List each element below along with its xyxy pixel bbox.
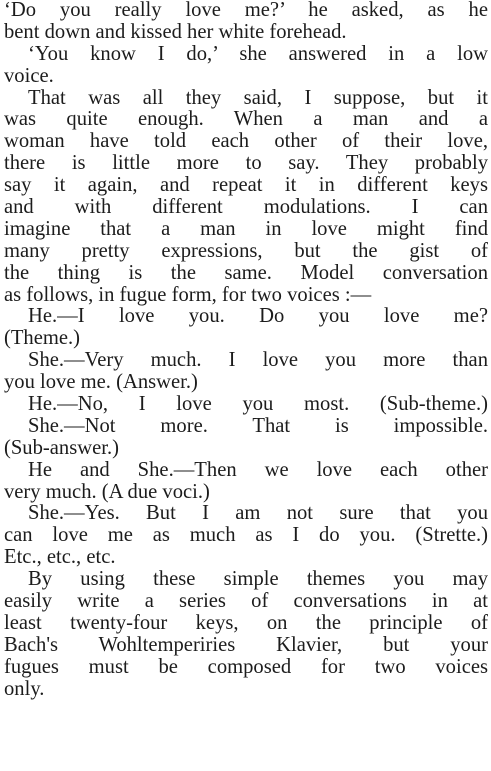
text-line: By using these simple themes you may bbox=[28, 568, 488, 591]
text-line: ‘Do you really love me?’ he asked, as he bbox=[4, 0, 488, 21]
text-line: bent down and kissed her white forehead. bbox=[4, 20, 347, 43]
text-line: That was all they said, I suppose, but it bbox=[28, 86, 488, 109]
text-line: can love me as much as I do you. (Strette.) bbox=[4, 524, 488, 547]
text-line: as follows, in fugue form, for two voices :— bbox=[4, 283, 372, 306]
text-line: very much. (A due voci.) bbox=[4, 480, 210, 503]
text-line: He and She.—Then we love each other bbox=[28, 458, 488, 481]
text-line: voice. bbox=[4, 64, 54, 87]
text-line: She.—Not more. That is impossible. bbox=[28, 414, 488, 437]
text-line: the thing is the same. Model conversation bbox=[4, 261, 488, 284]
text-line: He.—I love you. Do you love me? bbox=[28, 305, 488, 328]
text-line: (Sub-answer.) bbox=[4, 436, 119, 459]
text-line: Etc., etc., etc. bbox=[4, 546, 116, 569]
text-line: easily write a series of conversations in at bbox=[4, 590, 488, 613]
text-line: many pretty expressions, but the gist of bbox=[4, 239, 488, 262]
article-column bbox=[4, 0, 488, 701]
text-line: and with different modulations. I can bbox=[4, 196, 488, 219]
text-line: you love me. (Answer.) bbox=[4, 371, 198, 394]
text-line: say it again, and repeat it in different keys bbox=[4, 174, 488, 197]
text-line: imagine that a man in love might find bbox=[4, 217, 488, 240]
text-line: He.—No, I love you most. (Sub-theme.) bbox=[28, 393, 488, 416]
text-line: (Theme.) bbox=[4, 327, 81, 350]
text-line: fugues must be composed for two voices bbox=[4, 655, 488, 678]
text-line: She.—Very much. I love you more than bbox=[28, 349, 488, 372]
text-line: She.—Yes. But I am not sure that you bbox=[28, 502, 488, 525]
text-line: woman have told each other of their love, bbox=[4, 130, 488, 153]
text-line: ‘You know I do,’ she answered in a low bbox=[28, 42, 488, 65]
text-line: least twenty-four keys, on the principle of bbox=[4, 611, 488, 634]
text-line: only. bbox=[4, 677, 45, 700]
text-line: there is little more to say. They probably bbox=[4, 152, 488, 175]
text-line: was quite enough. When a man and a bbox=[4, 108, 488, 131]
text-line: Bach's Wohltemperiries Klavier, but your bbox=[4, 633, 488, 656]
